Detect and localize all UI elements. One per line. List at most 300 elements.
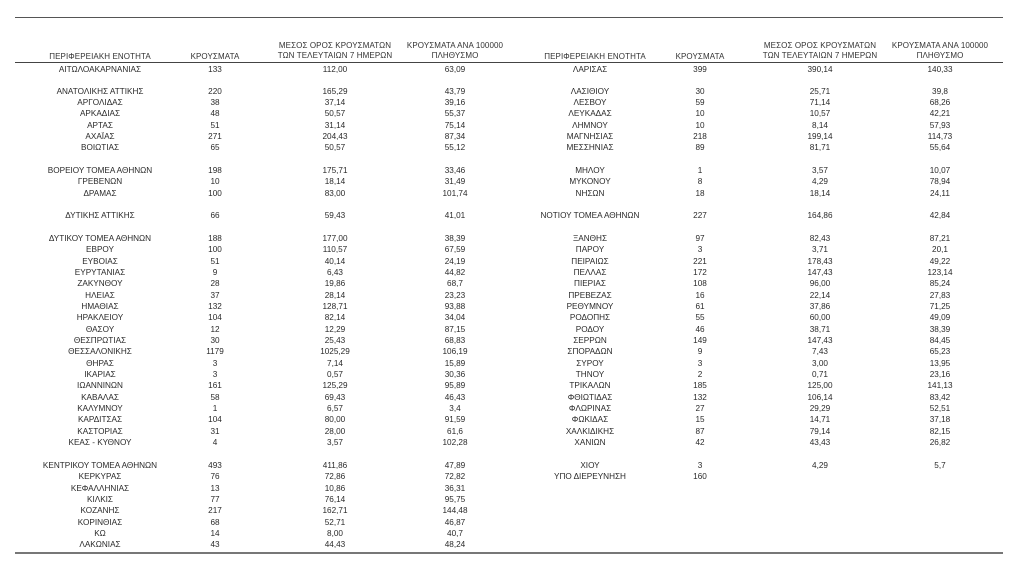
table-row bbox=[0, 517, 1024, 528]
cell-cases: 217 bbox=[208, 506, 222, 515]
cell-region: ΛΕΣΒΟΥ bbox=[573, 98, 607, 107]
left-header-rule bbox=[15, 62, 515, 63]
table-row bbox=[0, 335, 1024, 346]
cell-region: ΚΩ bbox=[94, 529, 106, 538]
cell-cases: 218 bbox=[693, 132, 707, 141]
cell-cases: 14 bbox=[210, 529, 220, 538]
cell-region: ΑΙΤΩΛΟΑΚΑΡΝΑΝΙΑΣ bbox=[58, 65, 142, 74]
cell-avg: 3,57 bbox=[327, 438, 343, 447]
left-header-region: ΠΕΡΙΦΕΡΕΙΑΚΗ ΕΝΟΤΗΤΑ bbox=[49, 52, 151, 61]
table-row bbox=[0, 324, 1024, 335]
cell-region: ΒΟΡΕΙΟΥ ΤΟΜΕΑ ΑΘΗΝΩΝ bbox=[47, 166, 153, 175]
cell-per100k: 82,15 bbox=[929, 427, 951, 436]
cell-per100k: 61,6 bbox=[447, 427, 463, 436]
cell-cases: 161 bbox=[208, 381, 222, 390]
cell-region: ΤΡΙΚΑΛΩΝ bbox=[569, 381, 611, 390]
cell-avg: 14,71 bbox=[809, 415, 831, 424]
cell-per100k: 141,13 bbox=[927, 381, 953, 390]
cell-per100k: 52,51 bbox=[929, 404, 951, 413]
cell-cases: 13 bbox=[210, 484, 220, 493]
cell-avg: 3,71 bbox=[812, 245, 828, 254]
cell-region: ΘΕΣΣΑΛΟΝΙΚΗΣ bbox=[68, 347, 132, 356]
cell-region: ΑΧΑΪΑΣ bbox=[85, 132, 115, 141]
cell-cases: 399 bbox=[693, 65, 707, 74]
cell-per100k: 26,82 bbox=[929, 438, 951, 447]
cell-per100k: 85,24 bbox=[929, 279, 951, 288]
cell-region: ΖΑΚΥΝΘΟΥ bbox=[77, 279, 123, 288]
cell-avg: 125,00 bbox=[807, 381, 833, 390]
cell-region: ΗΛΕΙΑΣ bbox=[85, 291, 115, 300]
cell-cases: 10 bbox=[695, 121, 705, 130]
cell-cases: 30 bbox=[695, 87, 705, 96]
table-row bbox=[0, 346, 1024, 357]
cell-cases: 221 bbox=[693, 257, 707, 266]
table-row bbox=[0, 108, 1024, 119]
cell-per100k: 78,94 bbox=[929, 177, 951, 186]
right-header-avg-line2: ΤΩΝ ΤΕΛΕΥΤΑΙΩΝ 7 ΗΜΕΡΩΝ bbox=[762, 51, 878, 60]
cell-avg: 147,43 bbox=[807, 268, 833, 277]
cell-cases: 58 bbox=[210, 393, 220, 402]
cell-avg: 25,43 bbox=[324, 336, 346, 345]
table-row bbox=[0, 369, 1024, 380]
cell-avg: 10,86 bbox=[324, 484, 346, 493]
cell-avg: 79,14 bbox=[809, 427, 831, 436]
right-header-per100k-line1: ΚΡΟΥΣΜΑΤΑ ΑΝΑ 100000 bbox=[891, 41, 989, 50]
cell-cases: 37 bbox=[210, 291, 220, 300]
cell-per100k: 47,89 bbox=[444, 461, 466, 470]
cell-region: ΗΡΑΚΛΕΙΟΥ bbox=[76, 313, 124, 322]
cell-per100k: 13,95 bbox=[929, 359, 951, 368]
table-row bbox=[0, 176, 1024, 187]
cell-per100k: 27,83 bbox=[929, 291, 951, 300]
right-header-region: ΠΕΡΙΦΕΡΕΙΑΚΗ ΕΝΟΤΗΤΑ bbox=[544, 52, 646, 61]
cell-region: ΑΡΚΑΔΙΑΣ bbox=[79, 109, 121, 118]
cell-cases: 18 bbox=[695, 189, 705, 198]
cell-region: ΕΥΒΟΙΑΣ bbox=[82, 257, 118, 266]
table-row bbox=[0, 483, 1024, 494]
cell-cases: 160 bbox=[693, 472, 707, 481]
cell-cases: 89 bbox=[695, 143, 705, 152]
cell-cases: 68 bbox=[210, 518, 220, 527]
table-row bbox=[0, 403, 1024, 414]
right-header-cases: ΚΡΟΥΣΜΑΤΑ bbox=[675, 52, 725, 61]
cell-cases: 100 bbox=[208, 245, 222, 254]
cell-per100k: 34,04 bbox=[444, 313, 466, 322]
left-header-per100k-line1: ΚΡΟΥΣΜΑΤΑ ΑΝΑ 100000 bbox=[406, 41, 504, 50]
cell-region: ΦΩΚΙΔΑΣ bbox=[571, 415, 609, 424]
cell-per100k: 95,75 bbox=[444, 495, 466, 504]
cell-per100k: 106,19 bbox=[442, 347, 468, 356]
cell-region: ΑΡΤΑΣ bbox=[87, 121, 113, 130]
cell-avg: 81,71 bbox=[809, 143, 831, 152]
cell-region: ΘΕΣΠΡΩΤΙΑΣ bbox=[73, 336, 127, 345]
cell-region: ΚΑΣΤΟΡΙΑΣ bbox=[77, 427, 123, 436]
left-header-avg-line2: ΤΩΝ ΤΕΛΕΥΤΑΙΩΝ 7 ΗΜΕΡΩΝ bbox=[277, 51, 393, 60]
cell-region: ΚΑΛΥΜΝΟΥ bbox=[77, 404, 123, 413]
table-row bbox=[0, 233, 1024, 244]
cell-region: ΕΒΡΟΥ bbox=[86, 245, 114, 254]
table-row bbox=[0, 414, 1024, 425]
cell-region: ΠΙΕΡΙΑΣ bbox=[574, 279, 606, 288]
cell-region: ΧΙΟΥ bbox=[580, 461, 600, 470]
cell-cases: 10 bbox=[695, 109, 705, 118]
cell-cases: 3 bbox=[697, 461, 703, 470]
cell-per100k: 71,25 bbox=[929, 302, 951, 311]
cell-per100k: 33,46 bbox=[444, 166, 466, 175]
cell-per100k: 49,22 bbox=[929, 257, 951, 266]
table-row bbox=[0, 460, 1024, 471]
cell-cases: 2 bbox=[697, 370, 703, 379]
cell-per100k: 72,82 bbox=[444, 472, 466, 481]
cell-region: ΣΥΡΟΥ bbox=[576, 359, 604, 368]
table-row bbox=[0, 392, 1024, 403]
cell-region: ΛΑΚΩΝΙΑΣ bbox=[79, 540, 121, 549]
table-row bbox=[0, 267, 1024, 278]
cell-region: ΣΕΡΡΩΝ bbox=[573, 336, 607, 345]
left-header-avg bbox=[270, 41, 400, 61]
cell-per100k: 114,73 bbox=[927, 132, 953, 141]
cell-region: ΙΩΑΝΝΙΝΩΝ bbox=[77, 381, 123, 390]
cell-per100k: 10,07 bbox=[929, 166, 951, 175]
cell-per100k: 46,87 bbox=[444, 518, 466, 527]
cell-cases: 9 bbox=[697, 347, 703, 356]
cell-cases: 16 bbox=[695, 291, 705, 300]
cell-avg: 18,14 bbox=[324, 177, 346, 186]
cell-per100k: 140,33 bbox=[927, 65, 953, 74]
cell-region: ΞΑΝΘΗΣ bbox=[572, 234, 608, 243]
cell-per100k: 67,59 bbox=[444, 245, 466, 254]
cell-per100k: 39,8 bbox=[932, 87, 948, 96]
cell-per100k: 38,39 bbox=[929, 325, 951, 334]
cell-per100k: 68,83 bbox=[444, 336, 466, 345]
cell-avg: 178,43 bbox=[807, 257, 833, 266]
cell-per100k: 20,1 bbox=[932, 245, 948, 254]
cell-avg: 82,43 bbox=[809, 234, 831, 243]
cell-region: ΓΡΕΒΕΝΩΝ bbox=[77, 177, 123, 186]
cell-per100k: 30,36 bbox=[444, 370, 466, 379]
cell-per100k: 48,24 bbox=[444, 540, 466, 549]
cell-cases: 12 bbox=[210, 325, 220, 334]
cell-per100k: 55,37 bbox=[444, 109, 466, 118]
cell-avg: 37,14 bbox=[324, 98, 346, 107]
cell-per100k: 39,16 bbox=[444, 98, 466, 107]
cell-avg: 3,00 bbox=[812, 359, 828, 368]
cell-avg: 8,00 bbox=[327, 529, 343, 538]
cell-region: ΜΑΓΝΗΣΙΑΣ bbox=[566, 132, 614, 141]
cell-per100k: 63,09 bbox=[444, 65, 466, 74]
cell-per100k: 23,23 bbox=[444, 291, 466, 300]
cell-cases: 132 bbox=[693, 393, 707, 402]
cell-avg: 18,14 bbox=[809, 189, 831, 198]
cell-per100k: 57,93 bbox=[929, 121, 951, 130]
left-header-per100k bbox=[400, 41, 510, 61]
cell-cases: 65 bbox=[210, 143, 220, 152]
cell-cases: 132 bbox=[208, 302, 222, 311]
cell-per100k: 42,21 bbox=[929, 109, 951, 118]
cell-avg: 106,14 bbox=[807, 393, 833, 402]
left-header-per100k-line2: ΠΛΗΘΥΣΜΟ bbox=[431, 51, 479, 60]
cell-cases: 9 bbox=[212, 268, 218, 277]
table-row bbox=[0, 188, 1024, 199]
cell-per100k: 3,4 bbox=[449, 404, 461, 413]
cell-cases: 59 bbox=[695, 98, 705, 107]
cell-avg: 10,57 bbox=[809, 109, 831, 118]
cell-region: ΘΑΣΟΥ bbox=[85, 325, 115, 334]
cell-avg: 7,14 bbox=[327, 359, 343, 368]
cell-avg: 80,00 bbox=[324, 415, 346, 424]
cell-region: ΠΑΡΟΥ bbox=[575, 245, 605, 254]
cell-per100k: 91,59 bbox=[444, 415, 466, 424]
cell-per100k: 43,79 bbox=[444, 87, 466, 96]
cell-avg: 71,14 bbox=[809, 98, 831, 107]
cell-cases: 108 bbox=[693, 279, 707, 288]
cell-region: ΥΠΟ ΔΙΕΡΕΥΝΗΣΗ bbox=[554, 472, 626, 481]
table-row bbox=[0, 165, 1024, 176]
cell-per100k: 5,7 bbox=[934, 461, 946, 470]
table-row bbox=[0, 528, 1024, 539]
cell-per100k: 36,31 bbox=[444, 484, 466, 493]
cell-cases: 133 bbox=[208, 65, 222, 74]
cell-region: ΚΑΒΑΛΑΣ bbox=[81, 393, 119, 402]
cell-region: ΡΟΔΟΥ bbox=[575, 325, 605, 334]
cell-region: ΡΟΔΟΠΗΣ bbox=[569, 313, 611, 322]
cell-region: ΡΕΘΥΜΝΟΥ bbox=[566, 302, 614, 311]
table-row bbox=[0, 437, 1024, 448]
cell-avg: 40,14 bbox=[324, 257, 346, 266]
cell-cases: 149 bbox=[693, 336, 707, 345]
cell-cases: 48 bbox=[210, 109, 220, 118]
cell-avg: 29,29 bbox=[809, 404, 831, 413]
right-header-avg bbox=[755, 41, 885, 61]
table-row bbox=[0, 120, 1024, 131]
cell-region: ΚΟΡΙΝΘΙΑΣ bbox=[77, 518, 123, 527]
cell-per100k: 44,82 bbox=[444, 268, 466, 277]
cell-cases: 30 bbox=[210, 336, 220, 345]
table-row bbox=[0, 86, 1024, 97]
cell-cases: 3 bbox=[697, 245, 703, 254]
cell-avg: 38,71 bbox=[809, 325, 831, 334]
cell-cases: 27 bbox=[695, 404, 705, 413]
cell-region: ΑΡΓΟΛΙΔΑΣ bbox=[77, 98, 123, 107]
cell-cases: 4 bbox=[212, 438, 218, 447]
cell-per100k: 55,12 bbox=[444, 143, 466, 152]
table-row bbox=[0, 312, 1024, 323]
table-row bbox=[0, 131, 1024, 142]
cell-per100k: 87,21 bbox=[929, 234, 951, 243]
cell-region: ΛΑΡΙΣΑΣ bbox=[572, 65, 608, 74]
cell-avg: 411,86 bbox=[322, 461, 348, 470]
cell-avg: 37,86 bbox=[809, 302, 831, 311]
table-row bbox=[0, 142, 1024, 153]
cell-region: ΜΕΣΣΗΝΙΑΣ bbox=[566, 143, 614, 152]
cell-avg: 52,71 bbox=[324, 518, 346, 527]
cell-cases: 1 bbox=[697, 166, 703, 175]
table-row bbox=[0, 380, 1024, 391]
table-row bbox=[0, 471, 1024, 482]
cell-avg: 128,71 bbox=[322, 302, 348, 311]
table-row bbox=[0, 244, 1024, 255]
cell-avg: 50,57 bbox=[324, 143, 346, 152]
cell-avg: 22,14 bbox=[809, 291, 831, 300]
cell-avg: 8,14 bbox=[812, 121, 828, 130]
table-row bbox=[0, 210, 1024, 221]
cell-avg: 0,71 bbox=[812, 370, 828, 379]
table-row bbox=[0, 256, 1024, 267]
cell-cases: 100 bbox=[208, 189, 222, 198]
cell-cases: 31 bbox=[210, 427, 220, 436]
cell-per100k: 68,7 bbox=[447, 279, 463, 288]
cell-avg: 28,00 bbox=[324, 427, 346, 436]
cell-region: ΧΑΛΚΙΔΙΚΗΣ bbox=[565, 427, 615, 436]
cell-cases: 66 bbox=[210, 211, 220, 220]
table-row bbox=[0, 539, 1024, 550]
cell-region: ΘΗΡΑΣ bbox=[86, 359, 114, 368]
cell-per100k: 65,23 bbox=[929, 347, 951, 356]
cell-avg: 0,57 bbox=[327, 370, 343, 379]
cell-avg: 7,43 bbox=[812, 347, 828, 356]
cell-cases: 493 bbox=[208, 461, 222, 470]
cell-cases: 185 bbox=[693, 381, 707, 390]
cell-avg: 147,43 bbox=[807, 336, 833, 345]
cell-per100k: 46,43 bbox=[444, 393, 466, 402]
cell-cases: 87 bbox=[695, 427, 705, 436]
table-row bbox=[0, 64, 1024, 75]
cell-per100k: 24,19 bbox=[444, 257, 466, 266]
cell-region: ΠΡΕΒΕΖΑΣ bbox=[568, 291, 612, 300]
right-header-per100k-line2: ΠΛΗΘΥΣΜΟ bbox=[916, 51, 964, 60]
cell-per100k: 41,01 bbox=[444, 211, 466, 220]
cell-region: ΒΟΙΩΤΙΑΣ bbox=[80, 143, 120, 152]
cell-avg: 96,00 bbox=[809, 279, 831, 288]
table-row bbox=[0, 278, 1024, 289]
cell-per100k: 83,42 bbox=[929, 393, 951, 402]
cell-avg: 44,43 bbox=[324, 540, 346, 549]
cell-per100k: 23,16 bbox=[929, 370, 951, 379]
table-row bbox=[0, 301, 1024, 312]
cell-avg: 82,14 bbox=[324, 313, 346, 322]
cell-cases: 10 bbox=[210, 177, 220, 186]
table-row bbox=[0, 97, 1024, 108]
cell-per100k: 87,15 bbox=[444, 325, 466, 334]
cell-avg: 6,57 bbox=[327, 404, 343, 413]
cell-region: ΚΕΦΑΛΛΗΝΙΑΣ bbox=[70, 484, 130, 493]
cell-avg: 164,86 bbox=[807, 211, 833, 220]
cell-cases: 51 bbox=[210, 121, 220, 130]
cell-per100k: 95,89 bbox=[444, 381, 466, 390]
cell-region: ΚΑΡΔΙΤΣΑΣ bbox=[77, 415, 123, 424]
cell-per100k: 75,14 bbox=[444, 121, 466, 130]
cell-per100k: 144,48 bbox=[442, 506, 468, 515]
cell-region: ΦΛΩΡΙΝΑΣ bbox=[568, 404, 612, 413]
cell-per100k: 38,39 bbox=[444, 234, 466, 243]
right-header-avg-line1: ΜΕΣΟΣ ΟΡΟΣ ΚΡΟΥΣΜΑΤΩΝ bbox=[763, 41, 877, 50]
cell-region: ΔΡΑΜΑΣ bbox=[83, 189, 117, 198]
cell-avg: 76,14 bbox=[324, 495, 346, 504]
cell-per100k: 55,64 bbox=[929, 143, 951, 152]
cell-cases: 1179 bbox=[206, 347, 224, 356]
cell-per100k: 42,84 bbox=[929, 211, 951, 220]
cell-region: ΛΗΜΝΟΥ bbox=[572, 121, 608, 130]
cell-region: ΔΥΤΙΚΟΥ ΤΟΜΕΑ ΑΘΗΝΩΝ bbox=[48, 234, 152, 243]
cell-cases: 198 bbox=[208, 166, 222, 175]
cell-avg: 165,29 bbox=[322, 87, 348, 96]
cell-per100k: 24,11 bbox=[930, 189, 950, 198]
cell-cases: 227 bbox=[693, 211, 707, 220]
cell-region: ΛΑΣΙΘΙΟΥ bbox=[570, 87, 610, 96]
cell-avg: 83,00 bbox=[324, 189, 346, 198]
cell-avg: 31,14 bbox=[324, 121, 346, 130]
cell-cases: 76 bbox=[210, 472, 220, 481]
cell-avg: 50,57 bbox=[324, 109, 346, 118]
cell-avg: 175,71 bbox=[322, 166, 348, 175]
table-row bbox=[0, 505, 1024, 516]
cell-avg: 204,43 bbox=[322, 132, 348, 141]
cell-cases: 42 bbox=[695, 438, 705, 447]
cell-region: ΙΚΑΡΙΑΣ bbox=[84, 370, 116, 379]
cell-avg: 59,43 bbox=[324, 211, 346, 220]
cell-avg: 6,43 bbox=[327, 268, 343, 277]
cell-region: ΚΕΑΣ - ΚΥΘΝΟΥ bbox=[68, 438, 132, 447]
cell-region: ΦΘΙΩΤΙΔΑΣ bbox=[567, 393, 613, 402]
cell-cases: 28 bbox=[210, 279, 220, 288]
cell-avg: 4,29 bbox=[812, 177, 828, 186]
cell-cases: 8 bbox=[697, 177, 703, 186]
cell-region: ΚΕΝΤΡΙΚΟΥ ΤΟΜΕΑ ΑΘΗΝΩΝ bbox=[42, 461, 158, 470]
cell-cases: 220 bbox=[208, 87, 222, 96]
cell-region: ΚΙΛΚΙΣ bbox=[86, 495, 113, 504]
cell-per100k: 68,26 bbox=[929, 98, 951, 107]
cell-avg: 110,57 bbox=[322, 245, 348, 254]
cell-avg: 390,14 bbox=[807, 65, 833, 74]
left-header-avg-line1: ΜΕΣΟΣ ΟΡΟΣ ΚΡΟΥΣΜΑΤΩΝ bbox=[278, 41, 392, 50]
cell-avg: 4,29 bbox=[812, 461, 828, 470]
cell-per100k: 37,18 bbox=[929, 415, 951, 424]
cell-avg: 69,43 bbox=[324, 393, 346, 402]
top-rule bbox=[15, 17, 1003, 18]
cell-cases: 61 bbox=[695, 302, 705, 311]
cell-cases: 46 bbox=[695, 325, 705, 334]
cell-region: ΝΗΣΩΝ bbox=[575, 189, 605, 198]
cell-cases: 104 bbox=[208, 313, 222, 322]
cell-avg: 177,00 bbox=[322, 234, 348, 243]
cell-cases: 77 bbox=[210, 495, 220, 504]
cell-avg: 199,14 bbox=[807, 132, 833, 141]
cell-cases: 55 bbox=[695, 313, 705, 322]
cell-avg: 28,14 bbox=[324, 291, 346, 300]
cell-cases: 43 bbox=[210, 540, 220, 549]
table-row bbox=[0, 290, 1024, 301]
cell-cases: 271 bbox=[208, 132, 222, 141]
cell-avg: 12,29 bbox=[324, 325, 346, 334]
cell-avg: 43,43 bbox=[809, 438, 831, 447]
cell-region: ΚΟΖΑΝΗΣ bbox=[80, 506, 120, 515]
cell-cases: 51 bbox=[210, 257, 220, 266]
cell-cases: 188 bbox=[208, 234, 222, 243]
cell-region: ΛΕΥΚΑΔΑΣ bbox=[568, 109, 612, 118]
cell-cases: 1 bbox=[212, 404, 218, 413]
cell-cases: 104 bbox=[208, 415, 222, 424]
cell-per100k: 101,74 bbox=[442, 189, 468, 198]
cell-region: ΑΝΑΤΟΛΙΚΗΣ ΑΤΤΙΚΗΣ bbox=[56, 87, 144, 96]
cell-region: ΜΗΛΟΥ bbox=[575, 166, 605, 175]
cell-region: ΜΥΚΟΝΟΥ bbox=[569, 177, 611, 186]
cell-avg: 1025,29 bbox=[320, 347, 350, 356]
cell-region: ΣΠΟΡΑΔΩΝ bbox=[567, 347, 613, 356]
right-header-per100k bbox=[885, 41, 995, 61]
cell-region: ΕΥΡΥΤΑΝΙΑΣ bbox=[74, 268, 126, 277]
cell-avg: 112,00 bbox=[322, 65, 348, 74]
cell-region: ΧΑΝΙΩΝ bbox=[574, 438, 606, 447]
